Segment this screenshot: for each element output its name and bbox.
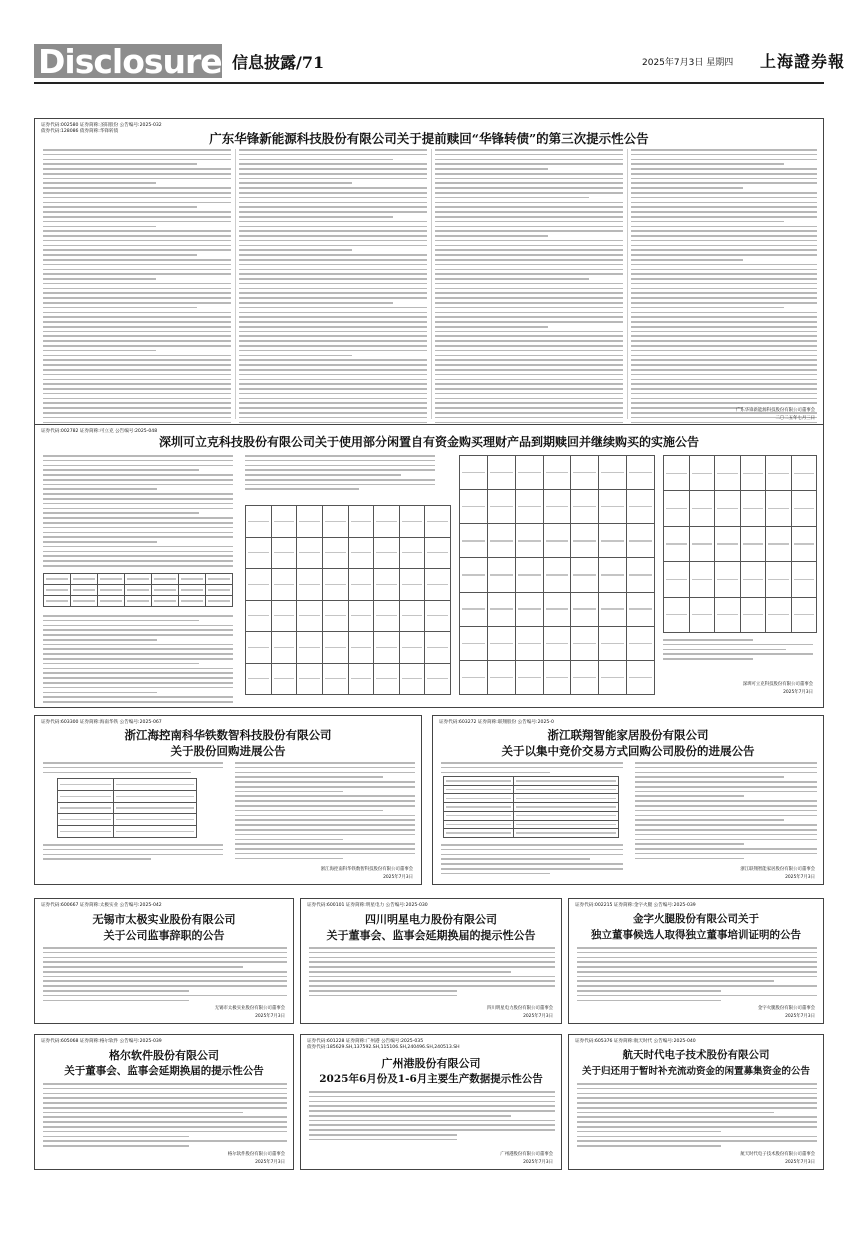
product-table-3 bbox=[459, 455, 655, 695]
repurchase-table bbox=[57, 778, 197, 838]
sign-date: 2025年7月3日 bbox=[783, 690, 813, 695]
product-table-1 bbox=[43, 573, 233, 607]
body-text bbox=[309, 1091, 555, 1144]
code-line: 证券代码:600101 证券简称:明星电力 公告编号:2025-030 bbox=[307, 903, 428, 908]
announcement-taiji bbox=[34, 898, 294, 1024]
body-text-col1 bbox=[43, 762, 223, 776]
title-line-2: 关于董事会、监事会延期换届的提示性公告 bbox=[326, 929, 536, 942]
body-text-col2 bbox=[239, 149, 427, 425]
code-line: 证券代码:002580 证券简称:圣阳股份 公告编号:2025-032 bbox=[41, 123, 162, 128]
body-text-col1b bbox=[43, 844, 223, 863]
sign-date: 2025年7月3日 bbox=[785, 1014, 815, 1019]
body-text bbox=[309, 947, 555, 1000]
signature: 航天时代电子技术股份有限公司董事会 bbox=[740, 1152, 815, 1157]
title-line-2: 2025年6月份及1-6月主要生产数据提示性公告 bbox=[319, 1073, 543, 1085]
body-text bbox=[577, 1083, 817, 1150]
sign-date: 2025年7月3日 bbox=[785, 1160, 815, 1165]
body-text-col1 bbox=[441, 762, 623, 776]
title-line-1: 航天时代电子技术股份有限公司 bbox=[622, 1049, 770, 1061]
banner-text: Disclosure bbox=[38, 42, 222, 81]
announcement-guangzhougang bbox=[300, 1034, 562, 1170]
body-text bbox=[43, 947, 287, 1004]
announcement-huafeng bbox=[34, 118, 824, 425]
sign-date: 2025年7月3日 bbox=[383, 875, 413, 880]
announcement-lianxiang bbox=[432, 715, 824, 885]
body-text-col2 bbox=[235, 762, 415, 862]
code-line: 证券代码:600667 证券简称:太极实业 公告编号:2025-042 bbox=[41, 903, 162, 908]
body-text bbox=[577, 947, 817, 1004]
body-text-col3 bbox=[435, 149, 623, 425]
title-line-2: 关于归还用于暂时补充流动资金的闲置募集资金的公告 bbox=[581, 1066, 810, 1077]
code-line: 证券代码:603300 证券简称:海南华铁 公告编号:2025-067 bbox=[41, 720, 162, 725]
title-line-2: 关于董事会、监事会延期换届的提示性公告 bbox=[64, 1065, 264, 1077]
sign-date: 2025年7月3日 bbox=[255, 1014, 285, 1019]
code-line: 证券代码:605068 证券简称:格尔软件 公告编号:2025-039 bbox=[41, 1039, 162, 1044]
signature: 深圳可立克科技股份有限公司董事会 bbox=[742, 682, 813, 687]
announcement-jinzi bbox=[568, 898, 824, 1024]
body-text-col1 bbox=[43, 149, 231, 425]
body-text-col1b bbox=[441, 844, 623, 877]
announcement-title: 广东华锋新能源科技股份有限公司关于提前赎回“华锋转债”的第三次提示性公告 bbox=[209, 131, 649, 146]
title-line-2: 关于以集中竞价交易方式回购公司股份的进展公告 bbox=[501, 744, 755, 758]
sign-date: 2025年7月3日 bbox=[785, 875, 815, 880]
section-title: 信息披露/71 bbox=[232, 53, 325, 72]
signature: 广州港股份有限公司董事会 bbox=[500, 1152, 553, 1157]
body-text-col2 bbox=[635, 762, 817, 862]
disclosure-banner bbox=[34, 42, 222, 81]
code-line: 证券代码:002782 证券简称:可立克 公告编号:2025-048 bbox=[41, 429, 158, 434]
title-line-2: 关于公司监事辞职的公告 bbox=[103, 929, 225, 942]
signature: 浙江联翔智能家居股份有限公司董事会 bbox=[740, 867, 815, 872]
sign-date: 2025年7月3日 bbox=[523, 1160, 553, 1165]
title-line-2: 独立董事候选人取得独立董事培训证明的公告 bbox=[591, 929, 801, 941]
code-line: 证券代码:601228 证券简称:广州港 公告编号:2025-035 bbox=[307, 1039, 424, 1044]
signature: 四川明星电力股份有限公司董事会 bbox=[487, 1006, 553, 1011]
sign-date: 二〇二五年七月三日 bbox=[775, 416, 815, 421]
sign-date: 2025年7月3日 bbox=[255, 1160, 285, 1165]
title-line-1: 浙江联翔智能家居股份有限公司 bbox=[547, 728, 709, 742]
body-text-col2 bbox=[245, 455, 435, 493]
announcement-hangtian bbox=[568, 1034, 824, 1170]
announcement-kelike bbox=[34, 424, 824, 708]
title-line-1: 格尔软件股份有限公司 bbox=[109, 1049, 219, 1062]
repurchase-table bbox=[443, 776, 619, 838]
body-text bbox=[43, 1083, 287, 1150]
body-text-col1 bbox=[43, 455, 233, 570]
body-text-col4 bbox=[663, 639, 813, 663]
body-text-col1b bbox=[43, 615, 233, 706]
title-line-2: 关于股份回购进展公告 bbox=[170, 744, 286, 758]
masthead-rule bbox=[34, 82, 824, 84]
signature: 金字火腿股份有限公司董事会 bbox=[757, 1006, 815, 1011]
signature: 无锡市太极实业股份有限公司董事会 bbox=[214, 1006, 285, 1011]
body-text-col4 bbox=[631, 149, 817, 425]
code-line: 证券代码:605376 证券简称:航天时代 公告编号:2025-040 bbox=[575, 1039, 696, 1044]
title-line-1: 无锡市太极实业股份有限公司 bbox=[92, 913, 236, 926]
title-line-1: 四川明星电力股份有限公司 bbox=[365, 913, 497, 926]
title-line-1: 金字火腿股份有限公司关于 bbox=[633, 913, 759, 925]
announcement-title: 深圳可立克科技股份有限公司关于使用部分闲置自有资金购买理财产品到期赎回并继续购买的实施公告 bbox=[158, 435, 699, 449]
signature: 浙江海控南科华铁数智科技股份有限公司董事会 bbox=[320, 867, 413, 872]
product-table-2 bbox=[245, 505, 451, 695]
signature: 格尔软件股份有限公司董事会 bbox=[227, 1152, 285, 1157]
newspaper-logo: 上海證券報 bbox=[760, 52, 846, 71]
announcement-mingxing bbox=[300, 898, 562, 1024]
code-line: 证券代码:002215 证券简称:金字火腿 公告编号:2025-039 bbox=[575, 903, 696, 908]
title-line-1: 广州港股份有限公司 bbox=[381, 1057, 481, 1070]
signature: 广东华锋新能源科技股份有限公司董事会 bbox=[735, 408, 815, 413]
announcement-huatie bbox=[34, 715, 422, 885]
code-line: 证券代码:603272 证券简称:联翔股份 公告编号:2025-0 bbox=[439, 720, 554, 725]
sign-date: 2025年7月3日 bbox=[523, 1014, 553, 1019]
product-table-4 bbox=[663, 455, 817, 633]
title-line-1: 浙江海控南科华铁数智科技股份有限公司 bbox=[124, 728, 332, 742]
issue-date: 2025年7月3日 星期四 bbox=[642, 58, 734, 68]
code-line-2: 债券代码:128086 债券简称:华锋转债 bbox=[41, 129, 119, 134]
announcement-geer bbox=[34, 1034, 294, 1170]
code-line-2: 债券代码:185629.SH,137592.SH,115106.SH,240496.SH,240513.SH bbox=[307, 1045, 460, 1050]
